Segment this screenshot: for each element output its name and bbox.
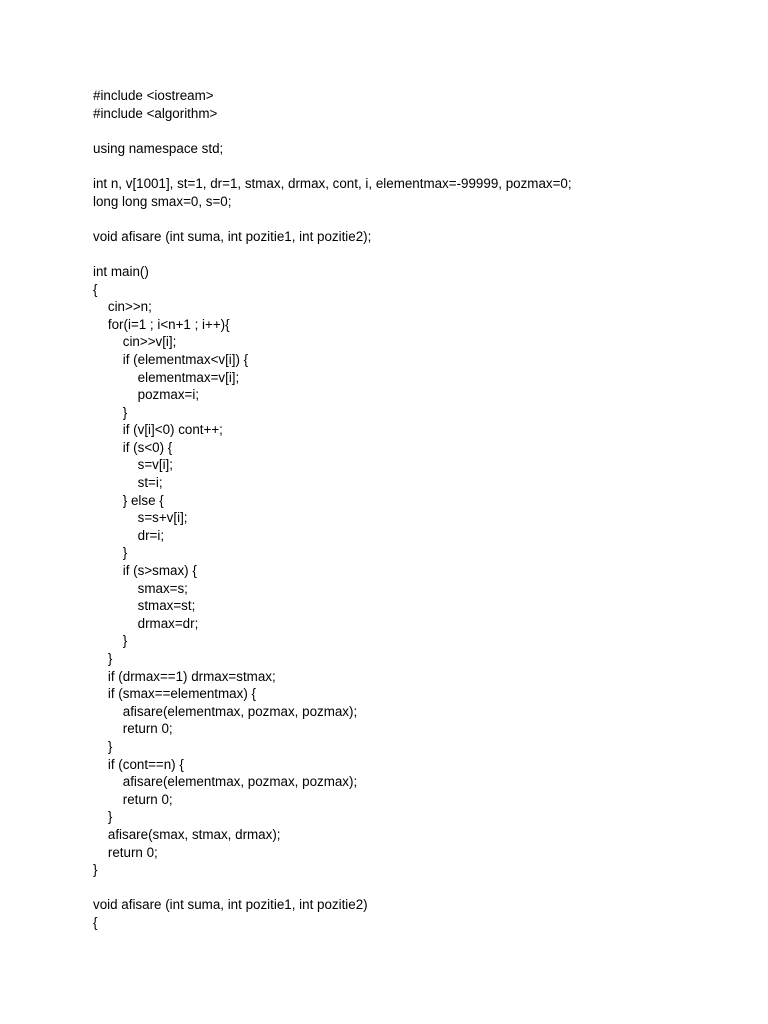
code-line: } [93, 651, 113, 666]
code-line: if (s>smax) { [93, 563, 197, 579]
code-line: } [93, 404, 128, 420]
code-line: afisare(elementmax, pozmax, pozmax); [93, 774, 358, 790]
code-line [93, 879, 572, 897]
code-line: if (smax==elementmax) { [93, 686, 256, 702]
code-line: } else { [93, 492, 164, 508]
code-line: { [93, 281, 98, 297]
code-line: if (s<0) { [93, 439, 173, 455]
code-line: elementmax=v[i]; [93, 369, 240, 385]
code-line: } [93, 633, 128, 649]
code-line: s=v[i]; [93, 457, 173, 473]
code-line: } [93, 862, 98, 878]
code-listing [93, 87, 572, 932]
code-line: using namespace std; [93, 140, 224, 156]
code-line: if (v[i]<0) cont++; [93, 422, 223, 438]
code-line: } [93, 545, 128, 561]
code-line: smax=s; [93, 580, 188, 596]
code-line [93, 157, 572, 175]
code-line: pozmax=i; [93, 387, 200, 403]
code-line: } [93, 809, 113, 825]
code-line: drmax=dr; [93, 615, 199, 631]
code-line: cin>>n; [93, 299, 152, 315]
code-line: #include <algorithm> [93, 105, 218, 121]
code-line: #include <iostream> [93, 88, 214, 103]
code-line: return 0; [93, 844, 158, 860]
code-line: st=i; [93, 475, 163, 491]
code-line: dr=i; [93, 527, 165, 543]
code-line: return 0; [93, 791, 173, 807]
code-line: } [93, 738, 113, 754]
code-line: if (elementmax<v[i]) { [93, 351, 249, 367]
code-line: stmax=st; [93, 598, 196, 614]
code-line: void afisare (int suma, int pozitie1, int pozitie2); [93, 228, 372, 244]
code-line [93, 210, 572, 228]
code-line: afisare(smax, stmax, drmax); [93, 826, 281, 842]
code-line: int main() [93, 263, 149, 279]
code-line: cin>>v[i]; [93, 334, 177, 350]
code-line [93, 245, 572, 263]
code-line: if (drmax==1) drmax=stmax; [93, 668, 276, 684]
code-line: for(i=1 ; i<n+1 ; i++){ [93, 316, 230, 332]
code-line [93, 122, 572, 140]
code-line: { [93, 914, 98, 930]
code-line: s=s+v[i]; [93, 510, 188, 526]
code-line: return 0; [93, 721, 173, 737]
code-line: if (cont==n) { [93, 756, 184, 772]
code-line: afisare(elementmax, pozmax, pozmax); [93, 703, 358, 719]
code-line: int n, v[1001], st=1, dr=1, stmax, drmax, cont, i, elementmax=-99999, pozmax=0; [93, 175, 572, 191]
code-line: long long smax=0, s=0; [93, 193, 232, 209]
code-line: void afisare (int suma, int pozitie1, int pozitie2) [93, 897, 368, 913]
